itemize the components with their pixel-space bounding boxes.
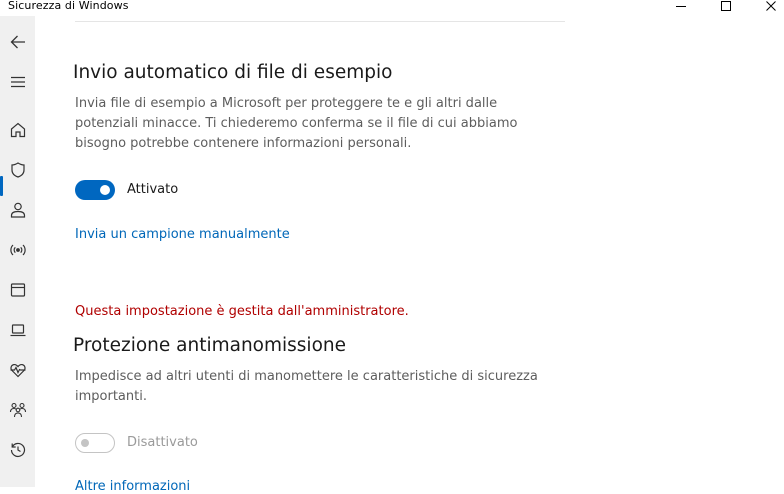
maximize-icon: [720, 0, 732, 12]
more-info-link[interactable]: Altre informazioni: [75, 479, 191, 494]
sidebar-item-family-options[interactable]: [0, 392, 35, 428]
sidebar-item-app-browser-control[interactable]: [0, 272, 35, 308]
sample-submission-toggle[interactable]: [75, 180, 115, 200]
admin-managed-warning: Questa impostazione è gestita dall'amministratore.: [75, 304, 409, 319]
family-icon: [9, 401, 27, 419]
menu-button[interactable]: [0, 64, 35, 100]
navigation-sidebar: [0, 16, 35, 487]
close-icon: [765, 0, 777, 12]
sidebar-item-device-performance[interactable]: [0, 352, 35, 388]
minimize-button[interactable]: [658, 0, 704, 15]
section-divider: [75, 21, 565, 22]
sidebar-item-device-security[interactable]: [0, 312, 35, 348]
sidebar-item-home[interactable]: [0, 112, 35, 148]
sidebar-item-account-protection[interactable]: [0, 192, 35, 228]
home-icon: [9, 121, 27, 139]
heart-pulse-icon: [9, 361, 27, 379]
laptop-icon: [9, 321, 27, 339]
tamper-protection-title: Protezione antimanomissione: [73, 335, 347, 356]
toggle-knob: [100, 185, 110, 195]
sidebar-item-firewall-network[interactable]: [0, 232, 35, 268]
browser-window-icon: [9, 281, 27, 299]
sample-submission-toggle-label: Attivato: [127, 182, 179, 197]
hamburger-menu-icon: [9, 73, 27, 91]
sidebar-item-protection-history[interactable]: [0, 432, 35, 468]
back-button[interactable]: [0, 24, 35, 60]
person-icon: [9, 201, 27, 219]
history-icon: [9, 441, 27, 459]
title-bar: [0, 0, 784, 16]
minimize-icon: [675, 0, 687, 12]
submit-sample-manually-link[interactable]: Invia un campione manualmente: [75, 227, 290, 242]
tamper-protection-toggle-label: Disattivato: [127, 435, 198, 450]
sample-submission-title: Invio automatico di file di esempio: [73, 62, 393, 83]
wifi-signal-icon: [9, 241, 27, 259]
window-title: Sicurezza di Windows: [8, 0, 129, 12]
shield-icon: [9, 161, 27, 179]
maximize-button[interactable]: [703, 0, 749, 15]
sample-submission-description: Invia file di esempio a Microsoft per proteggere te e gli altri dalle potenziali minacce. Ti chiederemo conferma se il file di cui abbiamo bisogno potrebbe contenere informazioni personali.: [75, 96, 518, 151]
sidebar-item-virus-protection[interactable]: [0, 152, 35, 188]
back-arrow-icon: [9, 33, 27, 51]
close-button[interactable]: [748, 0, 784, 15]
tamper-protection-description: Impedisce ad altri utenti di manomettere le caratteristiche di sicurezza importanti.: [75, 369, 538, 404]
tamper-protection-toggle: [75, 433, 115, 453]
toggle-knob: [81, 439, 89, 447]
